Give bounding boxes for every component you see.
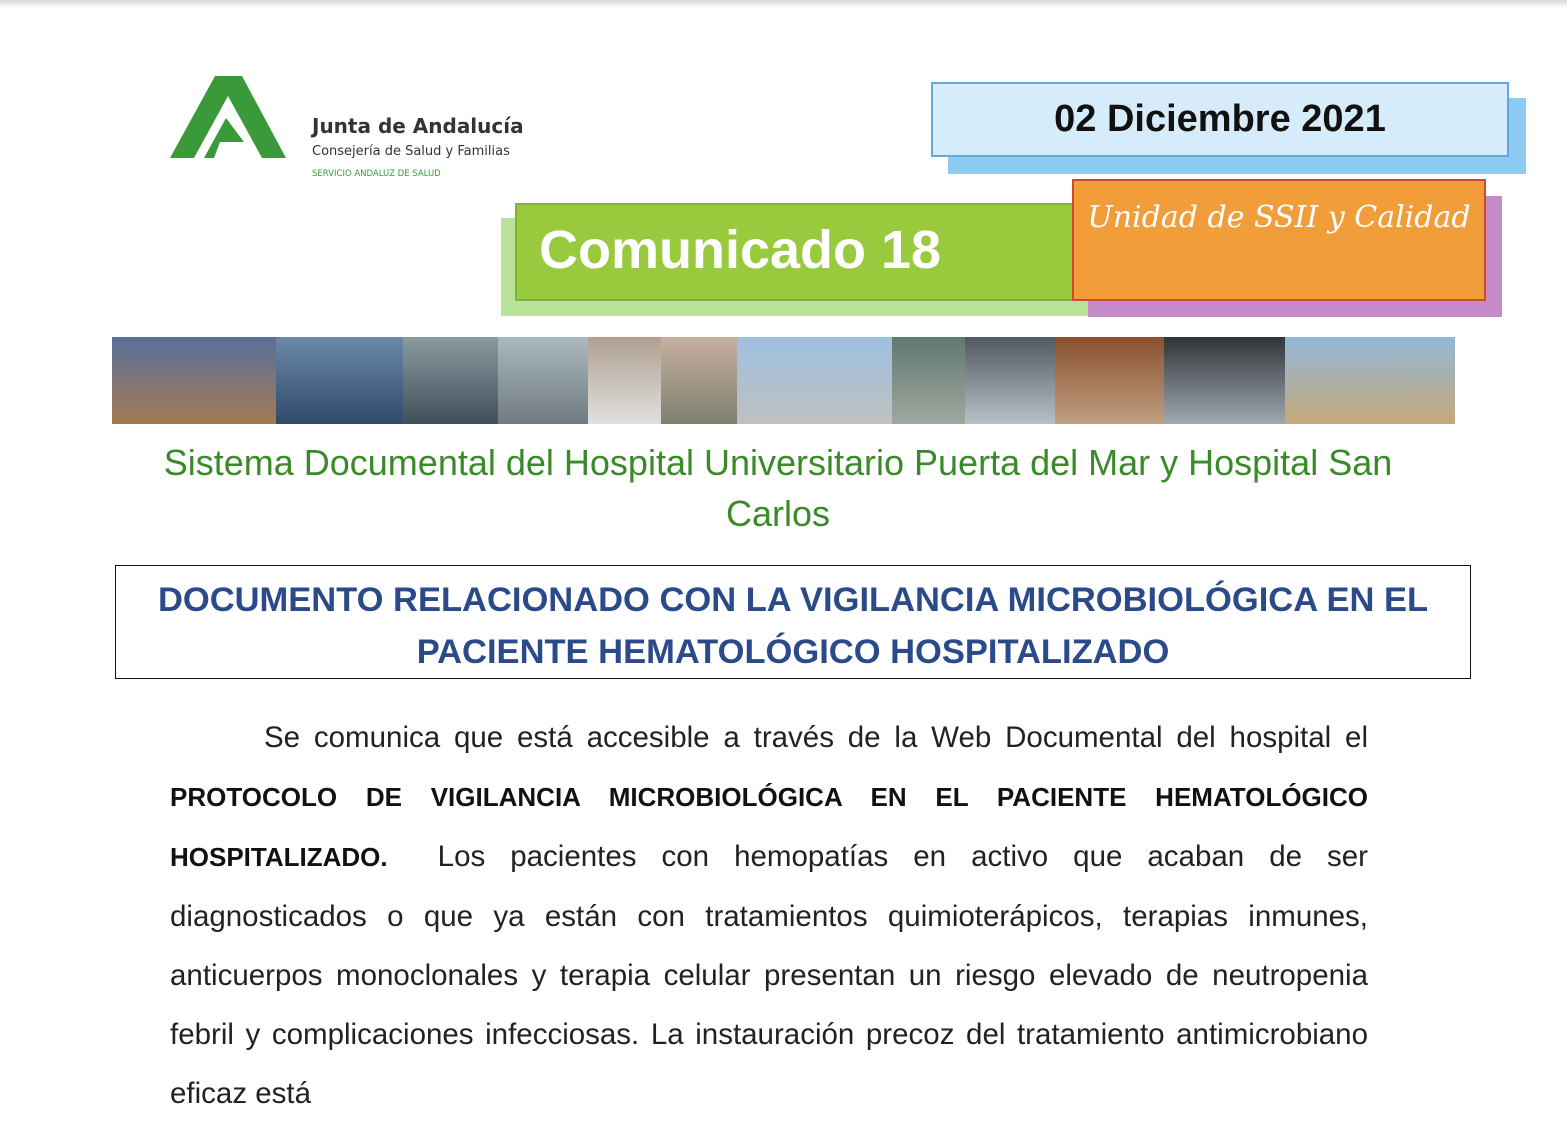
system-subtitle: Sistema Documental del Hospital Universitario Puerta del Mar y Hospital San Carlos bbox=[163, 442, 1393, 534]
photo-strip bbox=[112, 337, 1455, 424]
document-date: 02 Diciembre 2021 bbox=[1054, 98, 1386, 140]
photo-nurse bbox=[588, 337, 661, 424]
document-title: DOCUMENTO RELACIONADO CON LA VIGILANCIA MICROBIOLÓGICA EN EL PACIENTE HEMATOLÓGICO HOSPITALIZADO bbox=[157, 581, 1429, 671]
photo-room bbox=[1055, 337, 1163, 424]
junta-andalucia-emblem-icon bbox=[168, 74, 298, 160]
logo-service: SERVICIO ANDALUZ DE SALUD bbox=[312, 169, 441, 179]
document-title-box bbox=[115, 565, 1471, 679]
body-paragraph bbox=[170, 708, 1368, 1123]
body-intro: Se comunica que está accesible a través de la Web Documental del hospital el bbox=[264, 721, 1368, 754]
comunicado-number: Comunicado 18 bbox=[539, 220, 942, 280]
photo-laboratory bbox=[892, 337, 965, 424]
photo-equipment bbox=[965, 337, 1056, 424]
comunicado-box bbox=[515, 203, 1115, 301]
body-rest: Los pacientes con hemopatías en activo que acaban de ser diagnosticados o que ya están con tratamientos quimioterápicos, terapias inmunes, anticuerpos monoclonales y terapia celular presentan un riesgo elevado de neutropenia febril y complicaciones infecciosas. La instauración precoz del tratamiento antimicrobiano eficaz está bbox=[170, 840, 1368, 1110]
logo-name: Junta de Andalucía bbox=[312, 114, 524, 138]
unidad-label: Unidad de SSII y Calidad bbox=[1087, 200, 1471, 235]
photo-beach bbox=[1285, 337, 1455, 424]
protocol-name: PROTOCOLO DE VIGILANCIA MICROBIOLÓGICA EN EL PACIENTE HEMATOLÓGICO HOSPITALIZADO. bbox=[170, 782, 1368, 872]
logo-subtitle: Consejería de Salud y Familias bbox=[312, 144, 510, 159]
junta-andalucia-logo bbox=[168, 74, 588, 184]
photo-corridor bbox=[498, 337, 589, 424]
photo-surgery bbox=[276, 337, 403, 424]
photo-newborn bbox=[661, 337, 737, 424]
photo-microscope bbox=[1164, 337, 1286, 424]
photo-computer-room bbox=[403, 337, 497, 424]
photo-cathedral bbox=[112, 337, 276, 424]
photo-hospital-building bbox=[737, 337, 892, 424]
unidad-box bbox=[1072, 179, 1486, 301]
date-box bbox=[931, 82, 1509, 157]
top-shadow bbox=[0, 0, 1567, 8]
